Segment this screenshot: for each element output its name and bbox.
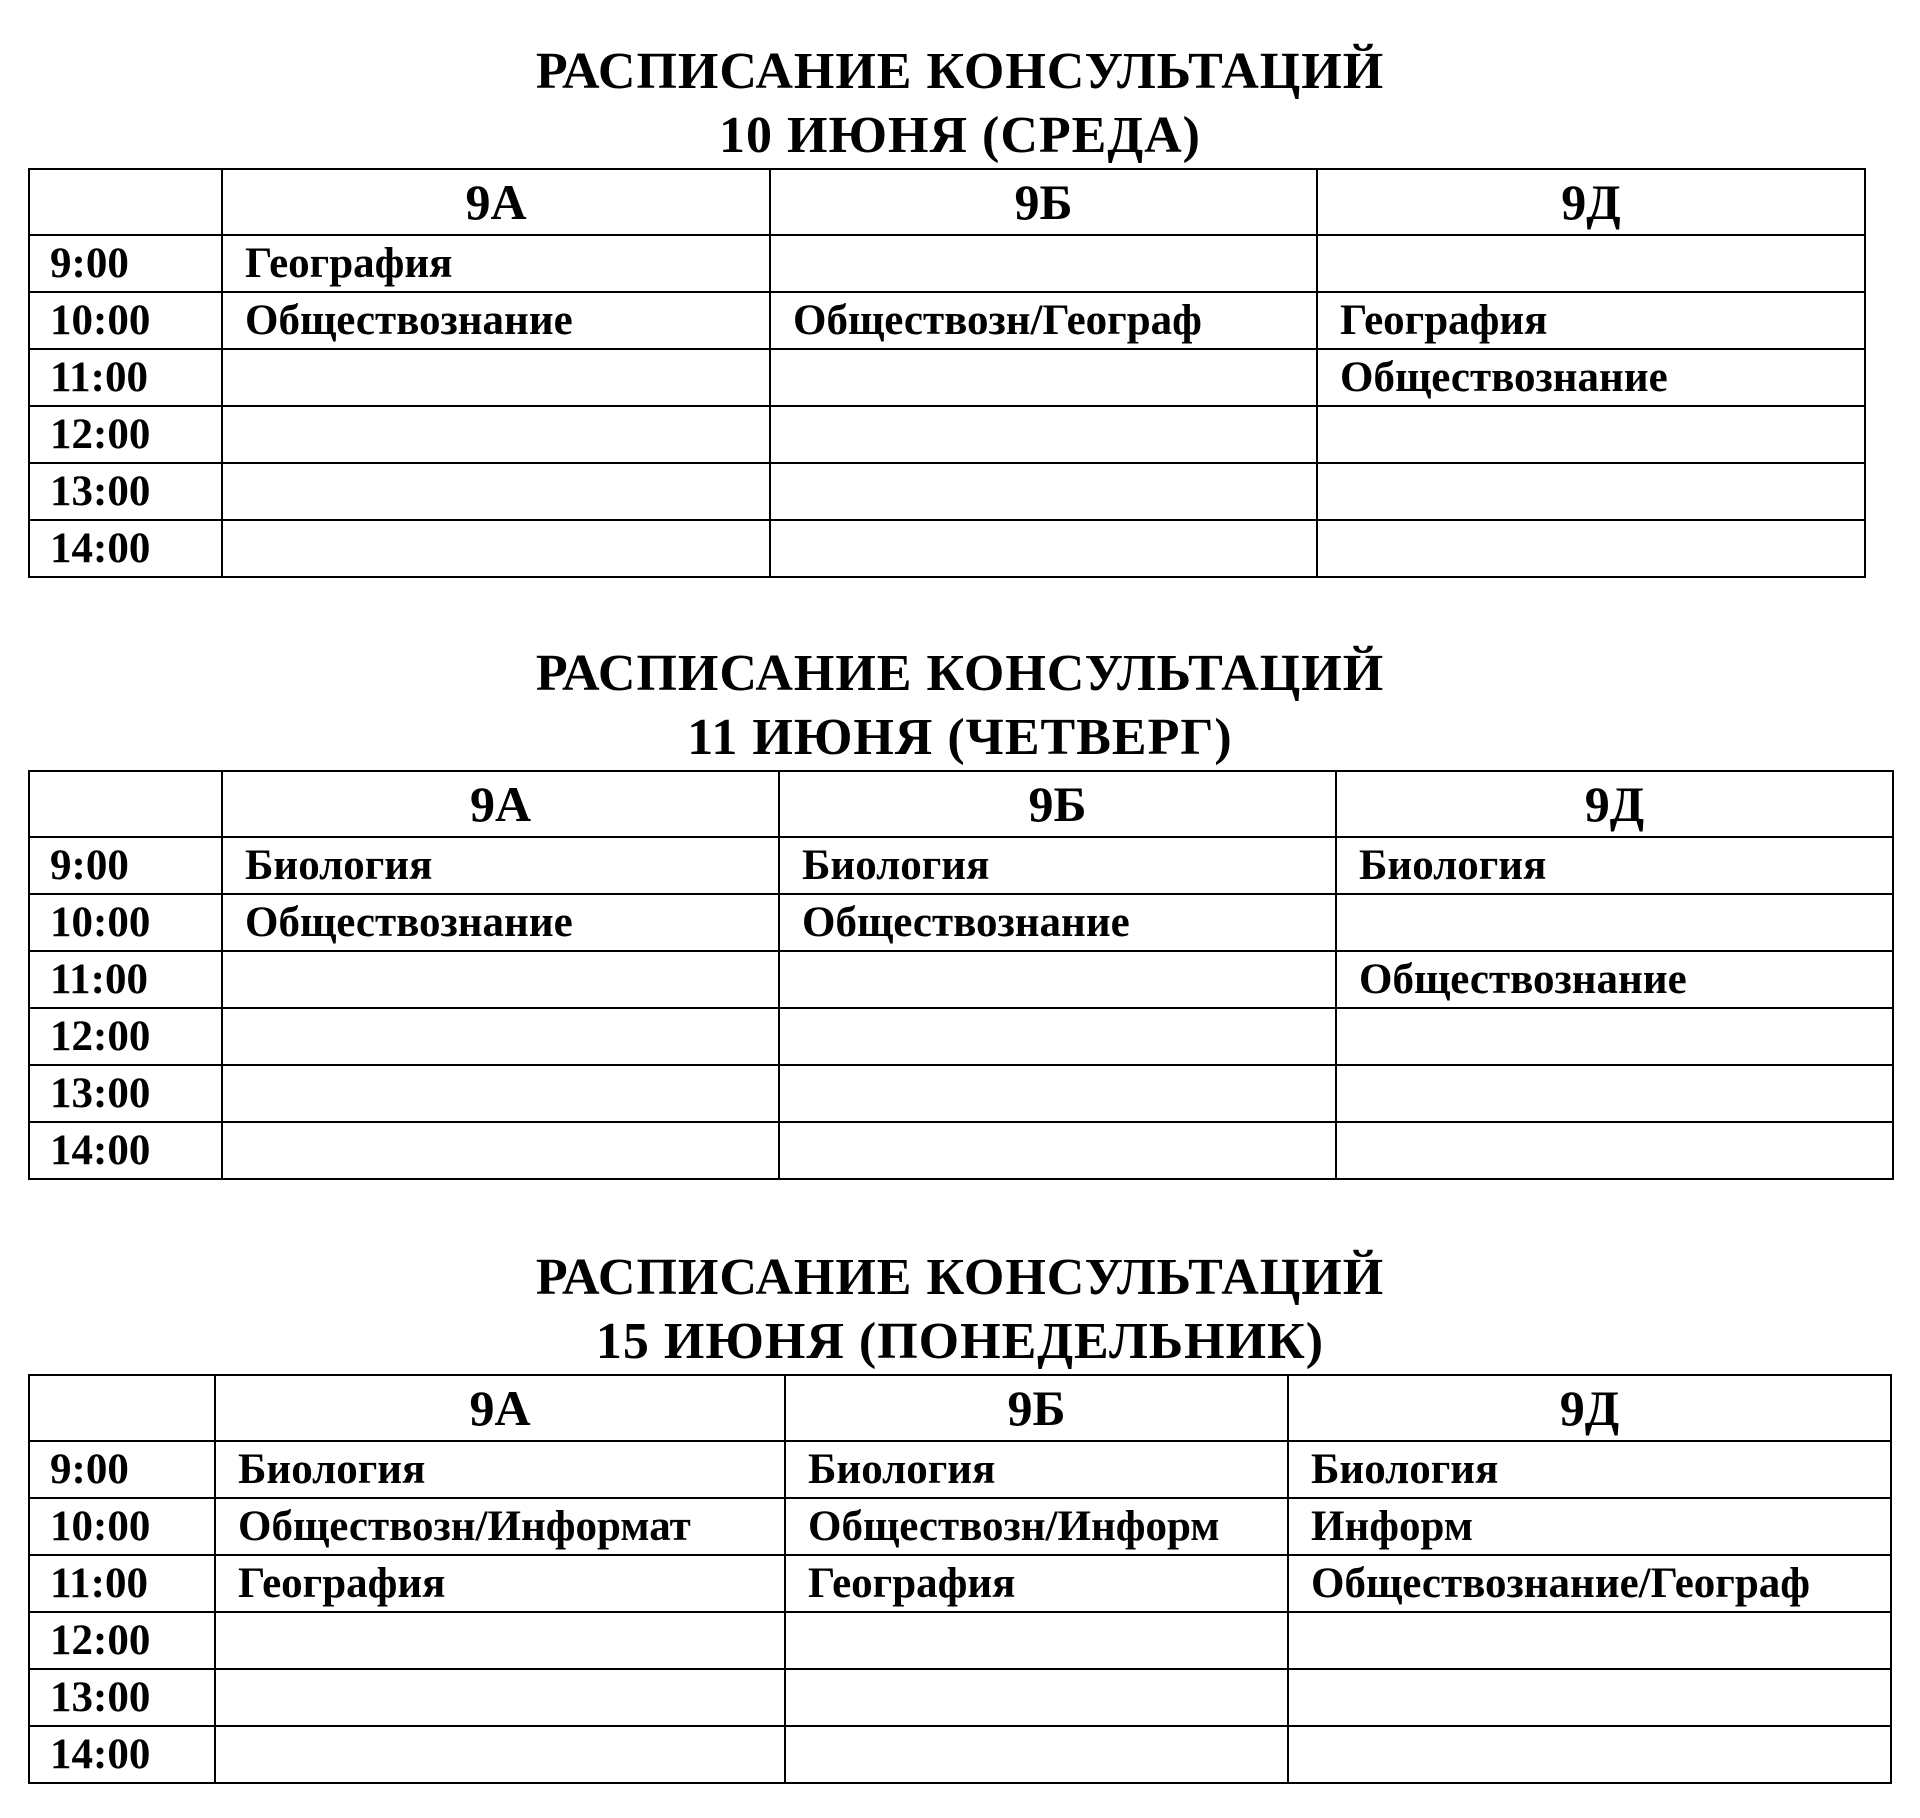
- table-row: [29, 349, 1865, 406]
- schedule-table-3: [28, 1374, 1892, 1784]
- table-row: [29, 1555, 1891, 1612]
- table-row: [29, 406, 1865, 463]
- time-cell: 9:00: [29, 1441, 215, 1498]
- table-row: [29, 463, 1865, 520]
- schedule-title-main: РАСПИСАНИЕ КОНСУЛЬТАЦИЙ: [535, 1249, 1385, 1306]
- subject-cell: География: [222, 235, 770, 292]
- table-row: [29, 1612, 1891, 1669]
- subject-cell: [770, 349, 1317, 406]
- subject-cell: [215, 1612, 785, 1669]
- schedule-title-3: [0, 1246, 1920, 1374]
- subject-cell: Биология: [1288, 1441, 1891, 1498]
- time-cell: 12:00: [29, 1008, 222, 1065]
- class-header: 9Д: [1317, 169, 1865, 235]
- time-cell: 10:00: [29, 1498, 215, 1555]
- class-header: 9А: [222, 771, 779, 837]
- time-cell: 12:00: [29, 1612, 215, 1669]
- table-row: [29, 292, 1865, 349]
- subject-cell: Биология: [785, 1441, 1288, 1498]
- subject-cell: [770, 520, 1317, 577]
- subject-cell: [222, 951, 779, 1008]
- time-cell: 9:00: [29, 837, 222, 894]
- time-cell: 14:00: [29, 1726, 215, 1783]
- subject-cell: Обществозн/Информат: [215, 1498, 785, 1555]
- table-header-row: [29, 771, 1893, 837]
- table-row: [29, 235, 1865, 292]
- subject-cell: [1288, 1669, 1891, 1726]
- subject-cell: [1336, 1008, 1893, 1065]
- subject-cell: [222, 463, 770, 520]
- class-header: 9Б: [770, 169, 1317, 235]
- subject-cell: [222, 349, 770, 406]
- time-cell: 12:00: [29, 406, 222, 463]
- table-row: [29, 951, 1893, 1008]
- subject-cell: [1288, 1726, 1891, 1783]
- schedule-title-main: РАСПИСАНИЕ КОНСУЛЬТАЦИЙ: [535, 43, 1385, 100]
- subject-cell: [1317, 520, 1865, 577]
- table-row: [29, 520, 1865, 577]
- subject-cell: География: [1317, 292, 1865, 349]
- subject-cell: [779, 1008, 1336, 1065]
- subject-cell: [779, 1122, 1336, 1179]
- subject-cell: География: [785, 1555, 1288, 1612]
- class-header: 9Б: [785, 1375, 1288, 1441]
- table-row: [29, 1008, 1893, 1065]
- subject-cell: Биология: [1336, 837, 1893, 894]
- schedule-title-date: 11 ИЮНЯ (ЧЕТВЕРГ): [687, 709, 1233, 766]
- subject-cell: [770, 235, 1317, 292]
- header-corner-cell: [29, 169, 222, 235]
- time-cell: 13:00: [29, 463, 222, 520]
- time-cell: 10:00: [29, 292, 222, 349]
- time-cell: 11:00: [29, 349, 222, 406]
- subject-cell: [1317, 406, 1865, 463]
- subject-cell: [1336, 894, 1893, 951]
- subject-cell: [222, 406, 770, 463]
- time-cell: 13:00: [29, 1065, 222, 1122]
- time-cell: 14:00: [29, 520, 222, 577]
- time-cell: 14:00: [29, 1122, 222, 1179]
- subject-cell: [785, 1612, 1288, 1669]
- subject-cell: [770, 463, 1317, 520]
- table-row: [29, 1669, 1891, 1726]
- subject-cell: [215, 1726, 785, 1783]
- subject-cell: [215, 1669, 785, 1726]
- subject-cell: География: [215, 1555, 785, 1612]
- subject-cell: Обществознание: [1336, 951, 1893, 1008]
- subject-cell: Информ: [1288, 1498, 1891, 1555]
- subject-cell: Обществозн/Географ: [770, 292, 1317, 349]
- table-header-row: [29, 1375, 1891, 1441]
- time-cell: 11:00: [29, 951, 222, 1008]
- table-row: [29, 1498, 1891, 1555]
- time-cell: 10:00: [29, 894, 222, 951]
- table-header-row: [29, 169, 1865, 235]
- header-corner-cell: [29, 1375, 215, 1441]
- subject-cell: [779, 1065, 1336, 1122]
- subject-cell: Биология: [215, 1441, 785, 1498]
- schedule-title-1: [0, 40, 1920, 168]
- table-row: [29, 1122, 1893, 1179]
- subject-cell: [770, 406, 1317, 463]
- subject-cell: Биология: [779, 837, 1336, 894]
- schedule-title-2: [0, 642, 1920, 770]
- subject-cell: [222, 1122, 779, 1179]
- subject-cell: Обществознание: [1317, 349, 1865, 406]
- class-header: 9Д: [1336, 771, 1893, 837]
- subject-cell: Обществознание: [222, 292, 770, 349]
- table-row: [29, 1441, 1891, 1498]
- schedule-table-1: [28, 168, 1866, 578]
- time-cell: 9:00: [29, 235, 222, 292]
- subject-cell: Обществознание: [222, 894, 779, 951]
- table-row: [29, 837, 1893, 894]
- subject-cell: [222, 1008, 779, 1065]
- schedule-title-main: РАСПИСАНИЕ КОНСУЛЬТАЦИЙ: [535, 645, 1385, 702]
- class-header: 9Д: [1288, 1375, 1891, 1441]
- subject-cell: [222, 520, 770, 577]
- subject-cell: Биология: [222, 837, 779, 894]
- subject-cell: [1288, 1612, 1891, 1669]
- subject-cell: [785, 1726, 1288, 1783]
- subject-cell: Обществознание: [779, 894, 1336, 951]
- table-row: [29, 894, 1893, 951]
- subject-cell: Обществознание/Географ: [1288, 1555, 1891, 1612]
- subject-cell: [1336, 1065, 1893, 1122]
- time-cell: 13:00: [29, 1669, 215, 1726]
- schedule-title-date: 10 ИЮНЯ (СРЕДА): [719, 107, 1201, 164]
- subject-cell: [222, 1065, 779, 1122]
- subject-cell: [779, 951, 1336, 1008]
- schedule-table-2: [28, 770, 1894, 1180]
- table-row: [29, 1065, 1893, 1122]
- schedule-title-date: 15 ИЮНЯ (ПОНЕДЕЛЬНИК): [595, 1313, 1325, 1370]
- class-header: 9А: [222, 169, 770, 235]
- subject-cell: [1317, 463, 1865, 520]
- header-corner-cell: [29, 771, 222, 837]
- time-cell: 11:00: [29, 1555, 215, 1612]
- table-row: [29, 1726, 1891, 1783]
- subject-cell: [1317, 235, 1865, 292]
- subject-cell: [785, 1669, 1288, 1726]
- subject-cell: Обществозн/Информ: [785, 1498, 1288, 1555]
- class-header: 9А: [215, 1375, 785, 1441]
- class-header: 9Б: [779, 771, 1336, 837]
- subject-cell: [1336, 1122, 1893, 1179]
